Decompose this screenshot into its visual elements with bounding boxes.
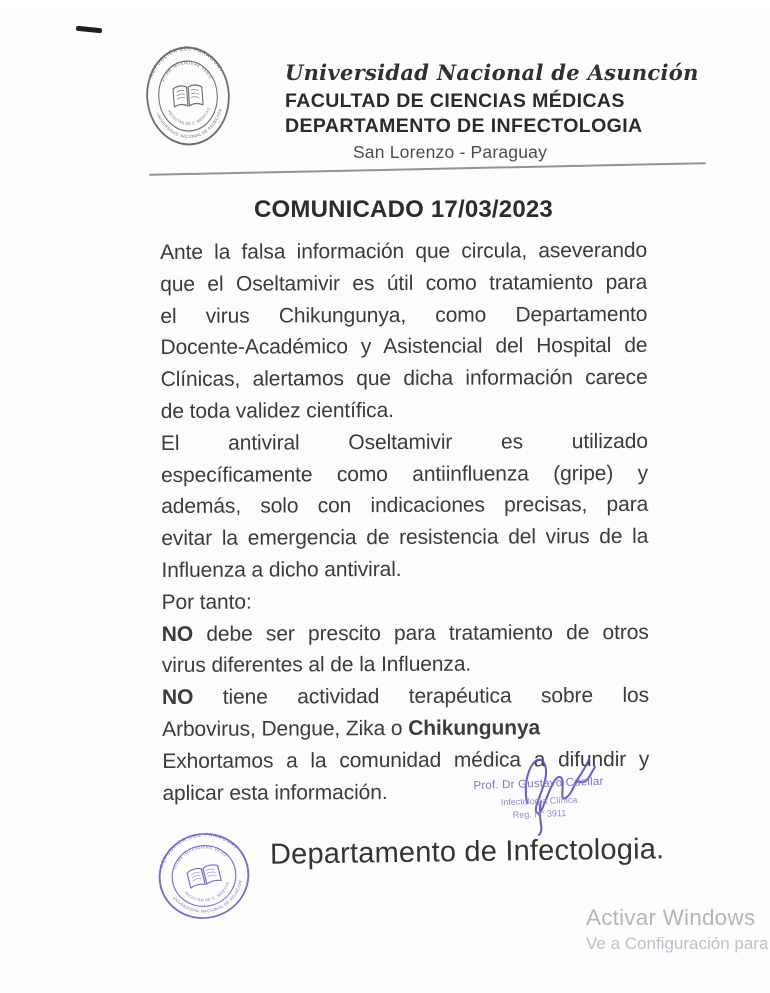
body-line <box>161 362 648 396</box>
body-text: debe ser prescito para tratamiento de otros <box>192 620 649 646</box>
body-line <box>162 680 649 714</box>
faculty-name: FACULTAD DE CIENCIAS MÉDICAS <box>285 90 625 112</box>
body-line <box>160 235 647 269</box>
body-text: Ante la falsa información que circula, aseverando <box>160 238 648 264</box>
body-text: El antiviral Oseltamivir es utilizado <box>160 429 648 455</box>
body-line <box>162 648 649 682</box>
body-text: específicamente como antiinfluenza (gripe) y <box>160 461 649 487</box>
ink-stamp-icon <box>147 821 262 932</box>
body-line <box>161 489 648 523</box>
body-text: de toda validez científica. <box>160 398 394 423</box>
body-text: Arbovirus, Dengue, Zika o <box>162 716 409 741</box>
body-line <box>162 585 649 619</box>
body-text: Docente-Académico y Asistencial del Hospital de <box>160 334 648 360</box>
body-text: el virus Chikungunya, como Departamento <box>160 302 648 328</box>
communique-title: COMUNICADO 17/03/2023 <box>254 196 553 223</box>
body-line <box>162 712 649 746</box>
body-text: Influenza a dicho antiviral. <box>161 557 402 582</box>
body-text-bold: Chikungunya <box>408 716 541 740</box>
letterhead <box>285 60 699 163</box>
signer-registration: Reg. N° 3911 <box>512 807 567 820</box>
body-line <box>161 457 648 491</box>
body-lines <box>160 235 649 809</box>
body-text: Exhortamos a la comunidad médica a difundir y <box>162 747 650 773</box>
body-text: Por tanto: <box>161 590 252 614</box>
scan-corner-mark <box>76 26 102 34</box>
location-line: San Lorenzo - Paraguay <box>352 142 548 162</box>
signer-stamp <box>473 777 604 821</box>
body-text: que el Oseltamivir es útil como tratamiento para <box>160 270 648 296</box>
body-text-bold: NO <box>161 686 194 710</box>
body-line <box>160 267 647 301</box>
body-line <box>161 426 648 460</box>
header-separator-line <box>149 162 706 176</box>
body-text: Clínicas, alertamos que dicha información carece <box>160 366 648 392</box>
body-line <box>160 330 647 364</box>
body-line <box>161 394 648 428</box>
body-line <box>160 298 647 332</box>
body-line <box>161 553 648 587</box>
body-text: tiene actividad terapéutica sobre los <box>193 684 650 710</box>
body-line <box>162 616 649 650</box>
footer-department-line: Departamento de Infectologia. <box>269 833 665 871</box>
signer-specialty: Infectología Clínica <box>500 794 578 807</box>
body-text: evitar la emergencia de resistencia del virus de la <box>161 525 649 551</box>
university-seal-icon <box>140 41 235 151</box>
body-text: aplicar esta información. <box>162 780 388 805</box>
university-name: Universidad Nacional de Asunción <box>285 60 699 85</box>
body-text-bold: NO <box>161 622 194 646</box>
body-line <box>161 521 648 555</box>
activate-windows-watermark-subtext: Ve a Configuración para <box>586 934 769 953</box>
signer-name: Prof. Dr Gustavo Cuellar <box>473 775 604 793</box>
body-text: virus diferentes al de la Influenza. <box>161 653 472 678</box>
body-text: además, solo con indicaciones precisas, para <box>161 493 649 519</box>
activate-windows-watermark: Activar Windows <box>586 905 756 930</box>
department-name: DEPARTAMENTO DE INFECTOLOGIA <box>285 115 643 137</box>
